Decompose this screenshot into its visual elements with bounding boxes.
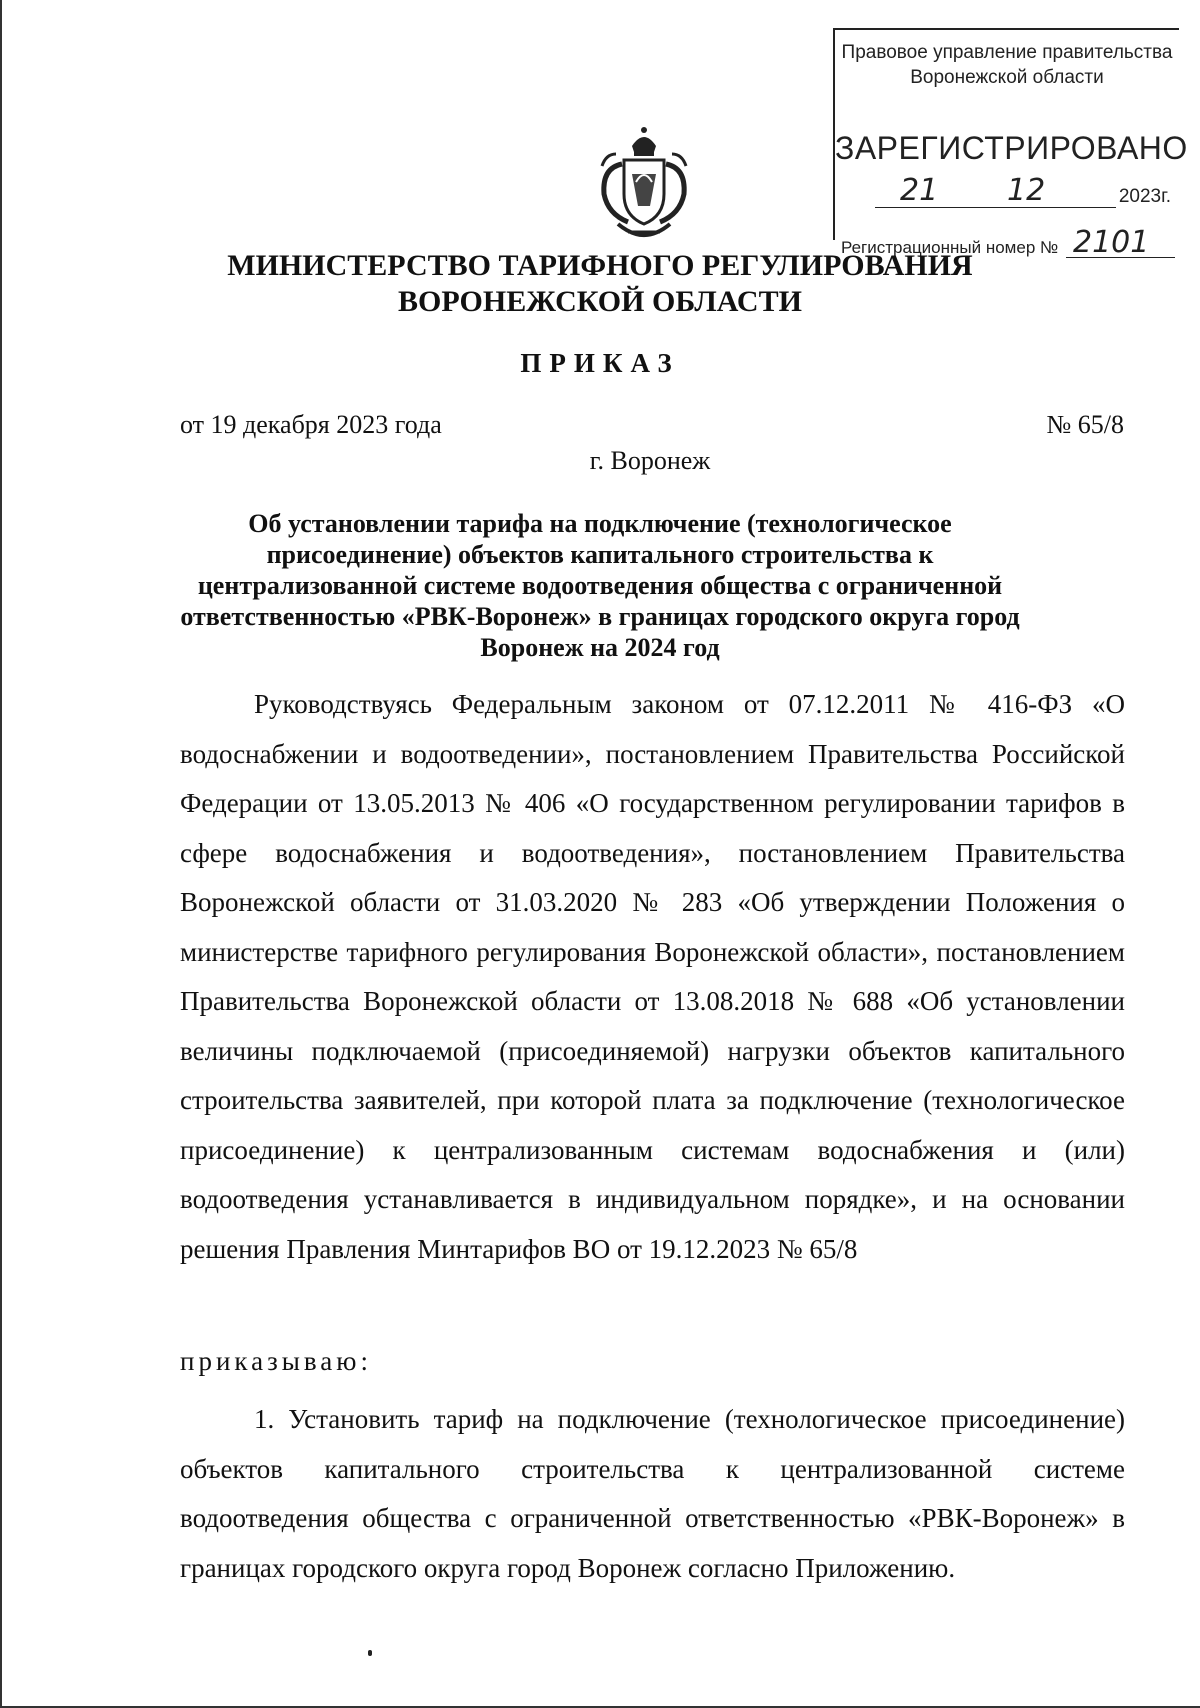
document-type: ПРИКАЗ xyxy=(520,348,680,378)
ministry-line2: ВОРОНЕЖСКОЙ ОБЛАСТИ xyxy=(398,285,802,318)
stamp-organization xyxy=(835,40,1179,90)
order-item-1 xyxy=(180,1395,1125,1593)
stamp-org-line2: Воронежской области xyxy=(910,67,1104,88)
order-word: приказываю: xyxy=(180,1346,372,1376)
stamp-registered-label: ЗАРЕГИСТРИРОВАНО xyxy=(835,130,1188,166)
order-number: № 65/8 xyxy=(1046,410,1124,439)
stamp-org-line1: Правовое управление правительства xyxy=(841,42,1173,63)
coat-of-arms-icon xyxy=(594,124,694,249)
order-city: г. Воронеж xyxy=(589,446,711,475)
stamp-reg-label: Регистрационный номер № xyxy=(841,238,1059,257)
stamp-day: 21 xyxy=(900,173,939,208)
preamble-paragraph: Руководствуясь Федеральным законом от 07.12.2011 № 416-ФЗ «О водоснабжении и водоотведении», постановлением Правительства Российской Федерации от 13.05.2013 № 406 «О государственном регулировании тарифов в сфере водоснабжения и водоотведения», постановлением Правительства Воронежской области от 31.03.2020 № 283 «Об утверждении Положения о министерстве тарифного регулирования Воронежской области», постановлением Правительства Воронежской области от 13.08.2018 № 688 «Об установлении величины подключаемой (присоединяемой) нагрузки объектов капитального строительства заявителей, при которой плата за подключение (технологическое присоединение) к централизованным системам водоснабжения и (или) водоотведения устанавливается в индивидуальном порядке», и на основании решения Правления Минтарифов ВО от 19.12.2023 № 65/8 xyxy=(180,689,1125,1264)
subject-line4: ответственностью «РВК-Воронеж» в границах городского округа город xyxy=(180,602,1020,631)
stamp-reg-number: 2101 xyxy=(1073,225,1150,260)
preamble-section xyxy=(180,680,1125,1274)
stamp-year: 2023г. xyxy=(1118,186,1171,207)
subject-line5: Воронеж на 2024 год xyxy=(480,633,720,662)
stamp-date xyxy=(875,173,1171,212)
ministry-name xyxy=(0,248,1200,320)
ministry-line1: МИНИСТЕРСТВО ТАРИФНОГО РЕГУЛИРОВАНИЯ xyxy=(227,249,973,282)
scan-speck xyxy=(368,1650,372,1656)
order-subject xyxy=(0,508,1200,663)
subject-line3: централизованной системе водоотведения общества с ограниченной xyxy=(197,571,1003,600)
registration-stamp xyxy=(833,28,1188,260)
stamp-month: 12 xyxy=(1007,173,1046,208)
order-date: от 19 декабря 2023 года xyxy=(180,410,442,439)
subject-line1: Об установлении тарифа на подключение (технологическое xyxy=(248,509,952,538)
subject-line2: присоединение) объектов капитального строительства к xyxy=(266,540,934,569)
order-item-1-text: 1. Установить тариф на подключение (технологическое присоединение) объектов капитального строительства к централизованной системе водоотведения общества с ограниченной ответственностью «РВК-Воронеж» в границах городского округа город Воронеж согласно Приложению. xyxy=(180,1404,1125,1583)
